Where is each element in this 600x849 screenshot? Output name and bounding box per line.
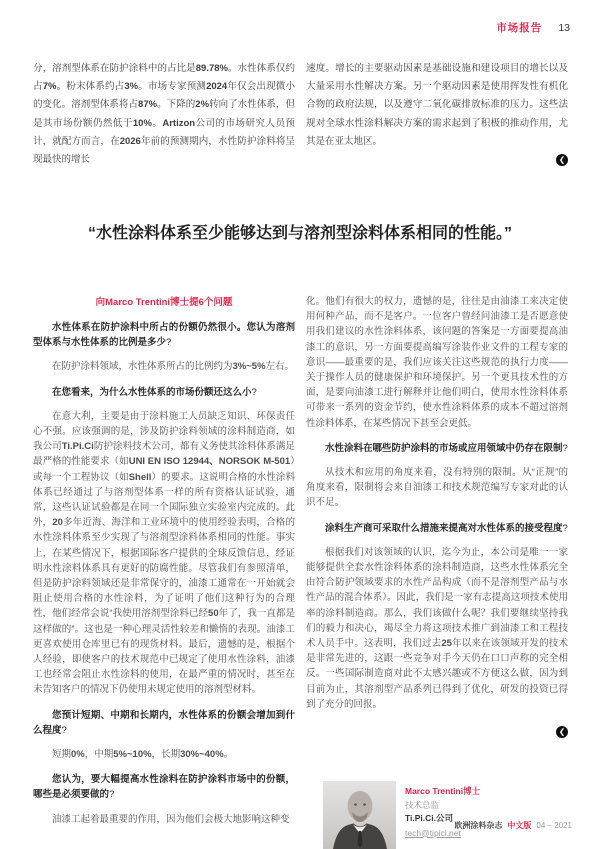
pull-quote: “水性涂料体系至少能够达到与溶剂型涂料体系相同的性能。” — [87, 225, 512, 242]
interview-section — [33, 294, 568, 849]
answer-6: 根据我们对该领域的认识，迄今为止，本公司是唯一一家能够提供全套水性涂料体系的涂料制造商，这些水性体系完全由符合防护领域要求的水性产品构成（而不是溶剂型产品与水性产品的混合体系）。因此，我们是一家有志提高这项技术使用率的涂料制造商。那么，我们该做什么呢？我们要继续坚持我们的毅力和决心，竭尽全力将这项技术推广到油漆工和工程技术人员手中。这表明，我们过去25年以来在该领域开发的技术是非常先进的，这跟一些竞争对手今天仍在口口声称的完全相反。一些国际制造商对此不太感兴趣或不方便这么做，因为到目前为止，其溶剂型产品系列已得到了优化，研发的投资已得到了充分的回报。 — [306, 546, 568, 710]
author-details — [405, 781, 480, 840]
answer-3: 短期0%，中期5%~10%，长期30%~40%。 — [52, 749, 234, 761]
question-4: 您认为，要大幅提高水性涂料在防护涂料市场中的份额，哪些是必须要做的? — [33, 774, 295, 801]
author-company: Ti.Pi.Ci.公司 — [405, 813, 454, 824]
answer-5: 从技术和应用的角度来看，没有特别的限制。从“正规”的角度来看，限制将会来自油漆工和技术规范编写专家对此的认识不足。 — [306, 467, 568, 509]
author-name: Marco Trentini博士 — [405, 786, 481, 797]
question-3: 您预计短期、中期和长期内，水性体系的份额会增加到什么程度? — [33, 709, 295, 736]
author-title: 技术总监 — [405, 799, 440, 810]
intro-section — [33, 60, 568, 169]
section-title: 市场报告 — [496, 22, 543, 34]
answer-2: 在意大利，主要是由于涂料施工人员缺乏知识、环保责任心不强。应该强调的是，涉及防护涂料领域的涂料制造商，如我公司Ti.Pi.Ci防护涂料技术公司，都有义务使其涂料体系满足最严格的性能要求（如UNI EN ISO 12944、NORSOK M-501）或每一个工程协议（如Shell）的要求。这说明合格的水性涂料体系已经通过了与溶剂型体系一样的所有资格认证试验，通常，这些认证试验都是在同一个国际独立实验室内完成的。此外，20多年近海、海洋和工业环境中的使用经验表明，合格的水性涂料体系至少实现了与溶剂型涂料体系相同的性能。事实上，在某些情况下，根据国际客户提供的全球反馈信息，经证明水性涂料体系具有更好的防腐性能。尽管我们有参照清单，但是防护涂料领域还是非常保守的，油漆工通常在一开始就会阻止使用合格的水性涂料，为了证明了他们这种行为的合理性，他们经常会说“我使用溶剂型涂料已经50年了，我一直都是这样做的”。这也是一种心理灵活性较差和懒惰的表现。油漆工更喜欢使用仓库里已有的现货材料。最后，遗憾的是，根据个人经验，即使客户的技术规范中已规定了使用水性涂料，油漆工也经常会阻止水性涂料的使用，在最严重的情况时，甚至在未告知客户的情况下仍使用未规定使用的溶剂型材料。 — [33, 410, 295, 696]
author-email-link[interactable]: tech@tipici.net — [405, 827, 461, 838]
author-bio — [306, 781, 568, 849]
journal-issue: 04 – 2021 — [536, 821, 572, 830]
question-2: 在您看来，为什么水性体系的市场份额还这么小? — [52, 386, 257, 398]
question-1: 水性体系在防护涂料中所占的份额仍然很小。您认为溶剂型体系与水性体系的比例是多少? — [33, 322, 295, 349]
answer-4-part2: 化。他们有很大的权力，遗憾的是，往往是由油漆工来决定使用何种产品，而不是客户。一位客户曾经问油漆工是否愿意使用我们建议的水性涂料体系，该问题的答案是一方面要提高油漆工的意识，另一方面要提高编写涂装作业文件的工程专家的意识——最重要的是，我们应该关注这些规范的执行力度——关于操作人员的健康保护和环境保护。另一个更具技术性的方面，是要向油漆工进行解释并让他们明白，使用水性涂料体系可带来一系列的资金节约，使水性涂料体系的成本不超过溶剂性涂料体系，在某些情况下甚至会更低。 — [306, 296, 568, 429]
intro-left-paragraph: 分，溶剂型体系在防护涂料中的占比是89.78%。水性体系仅约占7%。粉末体系约占3%。市场专家预测2024年仅会出现微小的变化。溶剂型体系将占87%。下降的2%转向了水性体系，但是其市场份额仍然低于10%。Artizon公司的市场研究人员预计，就配方而言，在2026年前的预测期内，水性防护涂料将呈现最快的增长 — [33, 63, 295, 166]
interview-left-column — [33, 294, 295, 849]
interview-right-column — [306, 294, 568, 849]
question-5: 水性涂料在哪些防护涂料的市场或应用领域中仍存在限制? — [325, 442, 568, 454]
answer-4-part1: 油漆工起着最重要的作用，因为他们会极大地影响这种变 — [52, 813, 290, 825]
answer-1: 在防护涂料领域，水性体系所占的比例约为3%~5%左右。 — [52, 361, 295, 373]
journal-edition: 中文版 — [507, 821, 532, 830]
interview-end-row — [306, 721, 568, 739]
page-header — [496, 20, 570, 35]
intro-right-column — [306, 60, 568, 169]
article-end-icon: ❮ — [556, 726, 568, 738]
journal-name: 欧洲涂料杂志 — [454, 821, 503, 830]
interview-heading: 向Marco Trentini博士提6个问题 — [95, 297, 233, 308]
page-footer — [454, 820, 572, 831]
article-end-icon: ❮ — [556, 154, 568, 166]
author-photo — [323, 781, 396, 849]
intro-right-paragraph: 速度。增长的主要驱动因素是基础设施和建设项目的增长以及大量采用水性解决方案。另一个驱动因素是使用挥发性有机化合物的政府法规，以及遵守二氧化碳排放标准的压力。这些法规对全球水性涂料解决方案的需求起到了积极的推动作用，尤其是在亚太地区。 — [306, 63, 568, 147]
page-number: 13 — [558, 21, 570, 34]
question-6: 涂料生产商可采取什么措施来提高对水性体系的接受程度? — [325, 522, 568, 534]
